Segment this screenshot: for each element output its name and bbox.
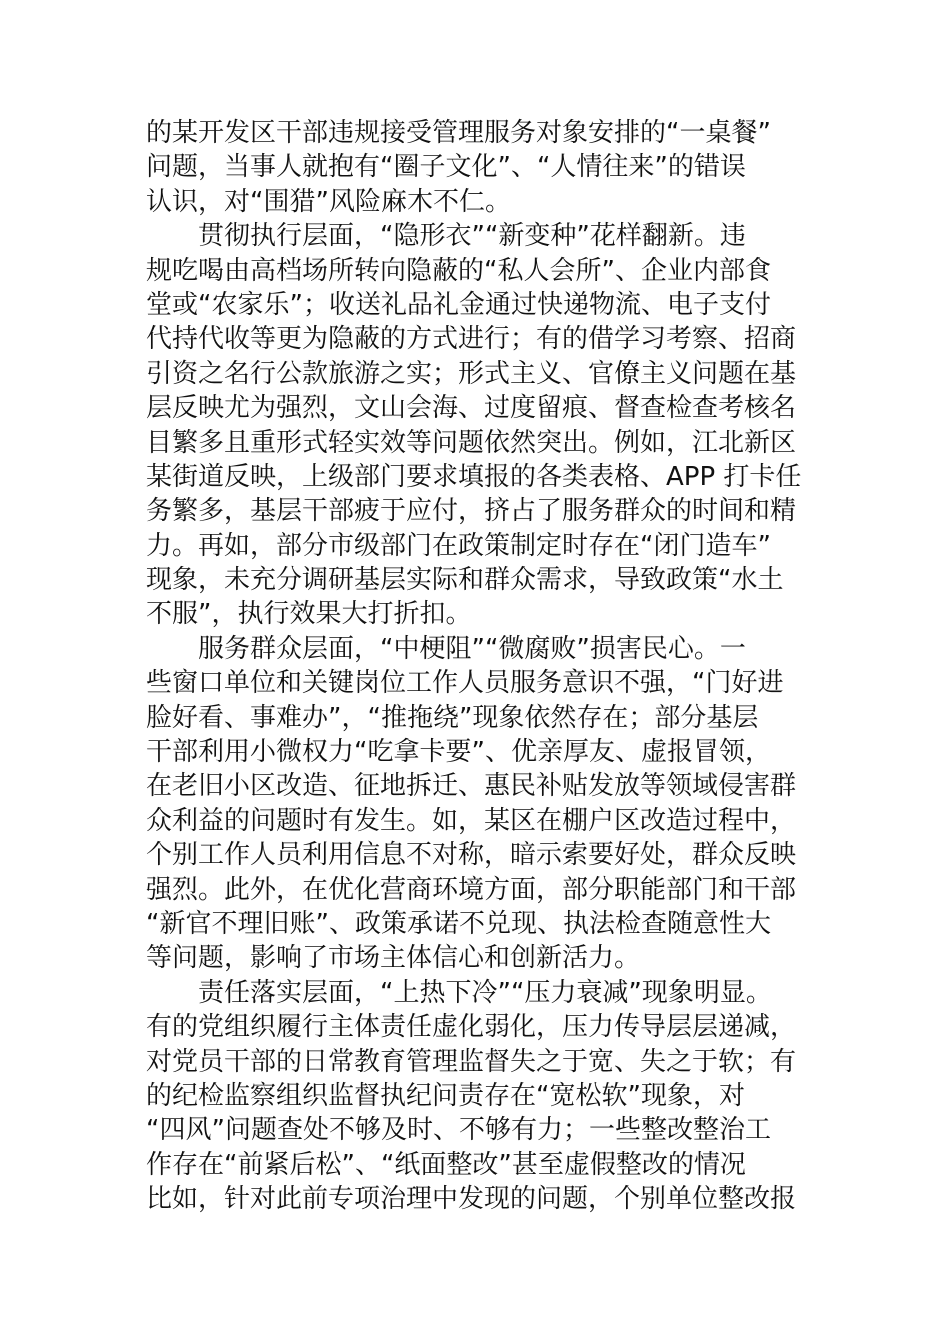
text-line: 贯彻执行层面，“隐形衣”“新变种”花样翻新。违 — [146, 221, 746, 252]
text-line: 有的党组织履行主体责任虚化弱化，压力传导层层递减， — [146, 1012, 797, 1043]
text-line: 责任落实层面，“上热下冷”“压力衰减”现象明显。 — [146, 977, 772, 1008]
paragraph-2 — [146, 219, 806, 632]
text-line: 的纪检监察组织监督执纪问责存在“宽松软”现象，对 — [146, 1080, 745, 1111]
text-line: 些窗口单位和关键岗位工作人员服务意识不强，“门好进 — [146, 668, 784, 699]
text-line: “新官不理旧账”、政策承诺不兑现、执法检查随意性大 — [146, 908, 771, 939]
text-line: 现象，未充分调研基层实际和群众需求，导致政策“水土 — [146, 565, 784, 596]
text-line: 力。再如，部分市级部门在政策制定时存在“闭门造车” — [146, 530, 771, 561]
text-line: 等问题，影响了市场主体信心和创新活力。 — [146, 943, 641, 974]
text-line: 作存在“前紧后松”、“纸面整改”甚至虚假整改的情况 — [146, 1149, 746, 1180]
text-line: 堂或“农家乐”；收送礼品礼金通过快递物流、电子支付 — [146, 289, 771, 320]
document-body — [146, 116, 806, 1217]
text-line: 认识，对“围猎”风险麻木不仁。 — [146, 186, 511, 217]
text-line: 引资之名行公款旅游之实；形式主义、官僚主义问题在基 — [146, 358, 797, 389]
text-line: 问题，当事人就抱有“圈子文化”、“人情往来”的错误 — [146, 152, 746, 183]
text-line: 强烈。此外，在优化营商环境方面，部分职能部门和干部 — [146, 874, 797, 905]
paragraph-4 — [146, 976, 806, 1217]
text-line: 干部利用小微权力“吃拿卡要”、优亲厚友、虚报冒领， — [146, 737, 771, 768]
text-line: 的某开发区干部违规接受管理服务对象安排的“一桌餐” — [146, 118, 771, 148]
text-line: 对党员干部的日常教育管理监督失之于宽、失之于软；有 — [146, 1046, 797, 1077]
paragraph-1 — [146, 116, 806, 219]
text-line: 层反映尤为强烈，文山会海、过度留痕、督查检查考核名 — [146, 393, 797, 424]
text-line: 众利益的问题时有发生。如，某区在棚户区改造过程中， — [146, 805, 797, 836]
text-line: 代持代收等更为隐蔽的方式进行；有的借学习考察、招商 — [146, 324, 797, 355]
paragraph-3 — [146, 632, 806, 976]
text-line: 务繁多，基层干部疲于应付，挤占了服务群众的时间和精 — [146, 496, 797, 527]
text-line: 目繁多且重形式轻实效等问题依然突出。例如，江北新区 — [146, 427, 797, 458]
text-line: 脸好看、事难办”，“推拖绕”现象依然存在；部分基层 — [146, 702, 759, 733]
text-line: 个别工作人员利用信息不对称，暗示索要好处，群众反映 — [146, 840, 797, 871]
text-line: 不服”，执行效果大打折扣。 — [146, 599, 472, 630]
text-line: 规吃喝由高档场所转向隐蔽的“私人会所”、企业内部食 — [146, 255, 771, 286]
text-line: “四风”问题查处不够及时、不够有力；一些整改整治工 — [146, 1115, 771, 1146]
text-line: 比如，针对此前专项治理中发现的问题，个别单位整改报 — [146, 1184, 797, 1215]
text-line: 在老旧小区改造、征地拆迁、惠民补贴发放等领域侵害群 — [146, 771, 797, 802]
text-line: 服务群众层面，“中梗阻”“微腐败”损害民心。一 — [146, 633, 746, 664]
text-line: 某街道反映，上级部门要求填报的各类表格、APP 打卡任 — [146, 461, 802, 492]
